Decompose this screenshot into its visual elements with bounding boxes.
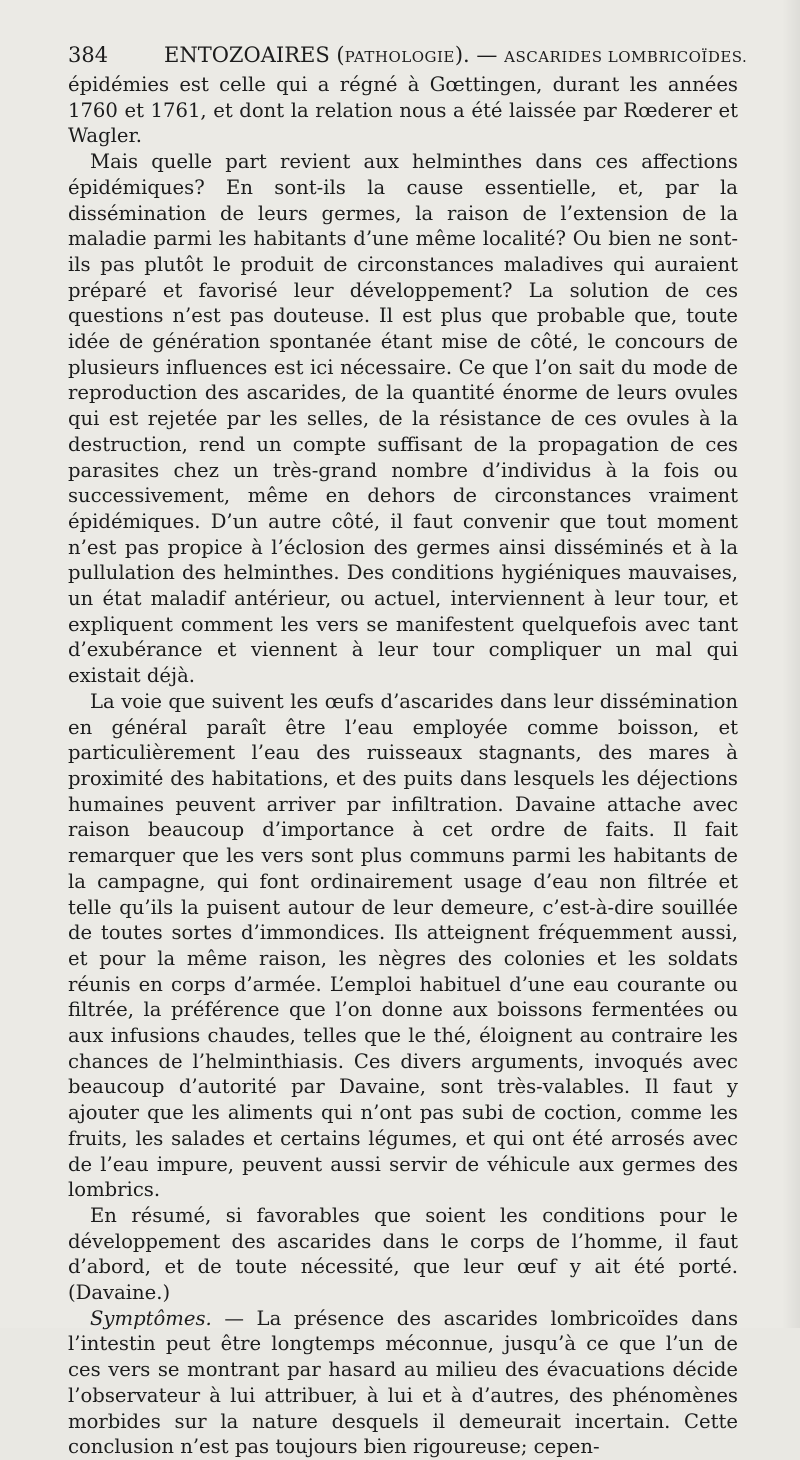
symptoms-heading: Symptômes.: [90, 1306, 212, 1330]
paragraph-epidemics: Mais quelle part revient aux helminthes dans ces affections épidémiques? En sont-ils la cause essentielle, et, par la dissémination de leurs germes, la raison de l’extension de la maladie parmi les habitants d’une même localité? Ou bien ne sont-ils pas plutôt le produit de circonstances maladives qui auraient préparé et favorisé leur développement? La solution de ces questions n’est pas douteuse. Il est plus que probable que, toute idée de génération spontanée étant mise de côté, le concours de plusieurs influences est ici nécessaire. Ce que l’on sait du mode de reproduction des ascarides, de la quantité énorme de leurs ovules qui est rejetée par les selles, de la résistance de ces ovules à la destruction, rend un compte suffisant de la propagation de ces parasites chez un très-grand nombre d’individus à la fois ou successivement, même en dehors de circonstances vraiment épidémiques. D’un autre côté, il faut convenir que tout moment n’est pas propice à l’éclosion des germes ainsi disséminés et à la pullulation des helminthes. Des conditions hygiéniques mauvaises, un état maladif antérieur, ou actuel, interviennent à leur tour, et expliquent comment les vers se manifestent quelquefois avec tant d’exubérance et viennent à leur tour compliquer un mal qui existait déjà.: [68, 150, 738, 688]
header-subject: ASCARIDES LOMBRICOÏDES.: [504, 48, 748, 66]
page-number: 384: [68, 43, 109, 67]
header-section-close: ).: [454, 43, 470, 67]
running-title: [164, 40, 747, 72]
header-dash: —: [476, 43, 498, 67]
header-section: PATHOLOGIE: [344, 48, 455, 66]
body-text: [68, 72, 738, 1460]
symptoms-text: — La présence des ascarides lombricoïdes dans l’intestin peut être longtemps méconnue, jusqu’à ce que l’un de ces vers se montrant par hasard au milieu des évacuations décide l’observateur à lui attribuer, à lui et à d’autres, des phénomènes morbides sur la nature desquels il demeurait incertain. Cette conclusion n’est pas toujours bien rigoureuse; cepen-: [68, 1306, 738, 1459]
paragraph-symptoms: [68, 1306, 738, 1460]
page-edge-shadow: [782, 0, 800, 1328]
paragraph-summary: En résumé, si favorables que soient les conditions pour le développement des ascarides dans le corps de l’homme, il faut d’abord, et de toute nécessité, que leur œuf y ait été porté. (Davaine.): [68, 1203, 738, 1305]
header-title: ENTOZOAIRES: [164, 43, 330, 67]
paragraph-continuation: épidémies est celle qui a régné à Gœttingen, durant les années 1760 et 1761, et dont la relation nous a été laissée par Rœderer et Wagler.: [68, 73, 738, 148]
running-header: [68, 40, 758, 70]
header-section-open: (: [336, 43, 345, 67]
paragraph-dissemination: La voie que suivent les œufs d’ascarides dans leur dissémination en général paraît être l’eau employée comme boisson, et particulièrement l’eau des ruisseaux stagnants, des mares à proximité des habitations, et des puits dans lesquels les déjections humaines peuvent arriver par infiltration. Davaine attache avec raison beaucoup d’importance à cet ordre de faits. Il fait remarquer que les vers sont plus communs parmi les habitants de la campagne, qui font ordinairement usage d’eau non filtrée et telle qu’ils la puisent autour de leur demeure, c’est-à-dire souillée de toutes sortes d’immondices. Ils atteignent fréquemment aussi, et pour la même raison, les nègres des colonies et les soldats réunis en corps d’armée. L’emploi habituel d’une eau courante ou filtrée, la préférence que l’on donne aux boissons fermentées ou aux infusions chaudes, telles que le thé, éloignent au contraire les chances de l’helminthiasis. Ces divers arguments, invoqués avec beaucoup d’autorité par Davaine, sont très-valables. Il faut y ajouter que les aliments qui n’ont pas subi de coction, comme les fruits, les salades et certains légumes, et qui ont été arrosés avec de l’eau impure, peuvent aussi servir de véhicule aux germes des lombrics.: [68, 689, 738, 1202]
